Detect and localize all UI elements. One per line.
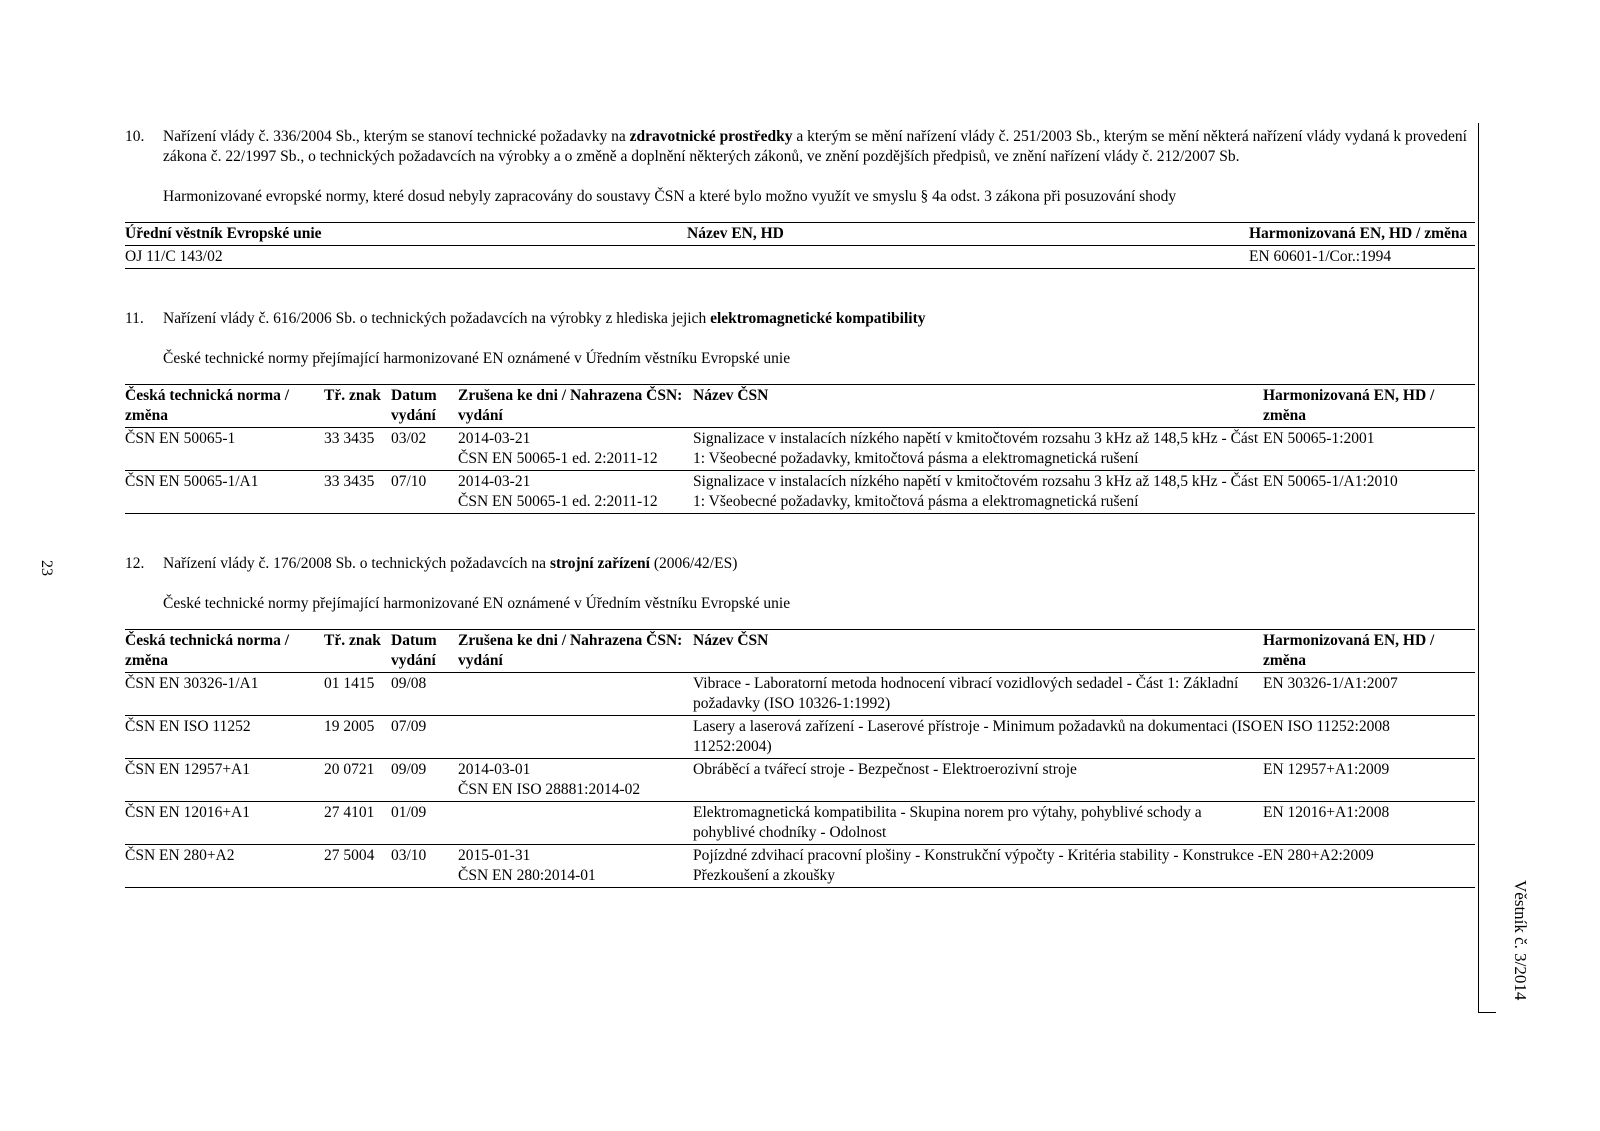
- cell-harmonized: EN 30326-1/A1:2007: [1263, 675, 1398, 692]
- section-number: 11.: [125, 310, 144, 327]
- cell-date: 07/09: [391, 718, 427, 735]
- cell-harmonized: EN 12016+A1:2008: [1263, 804, 1390, 821]
- header-oj: Úřední věstník Evropské unie: [125, 225, 322, 242]
- intro-text-end: (2006/42/ES): [649, 555, 738, 572]
- section-11: [125, 309, 1475, 514]
- cell-date: 09/09: [391, 761, 427, 778]
- cell-title: Signalizace v instalacích nízkého napětí v kmitočtovém rozsahu 3 kHz až 148,5 kHz - Část 1: Všeobecné požadavky, kmitočtová pásma a elektromagnetická rušení: [693, 430, 1259, 467]
- cell-title: Obráběcí a tvářecí stroje - Bezpečnost - Elektroerozivní stroje: [693, 761, 1077, 778]
- cell-title: Vibrace - Laboratorní metoda hodnocení vibrací vozidlových sedadel - Část 1: Základní požadavky (ISO 10326-1:1992): [693, 675, 1239, 712]
- header-withdrawn: Zrušena ke dni / Nahrazena ČSN: vydání: [458, 387, 683, 424]
- cell-standard: ČSN EN 50065-1/A1: [125, 473, 259, 490]
- cell-harmonized: EN 50065-1:2001: [1263, 430, 1375, 447]
- cell-name: [687, 246, 1249, 269]
- header-withdrawn: Zrušena ke dni / Nahrazena ČSN: vydání: [458, 632, 683, 669]
- cell-harmonized: EN 60601-1/Cor.:1994: [1249, 248, 1392, 265]
- cell-date: 07/10: [391, 473, 427, 490]
- cell-withdrawn: [458, 716, 693, 759]
- section-number: 10.: [125, 128, 145, 145]
- cell-standard: ČSN EN 280+A2: [125, 847, 235, 864]
- header-standard: Česká technická norma / změna: [125, 632, 290, 669]
- intro-text: Nařízení vlády č. 616/2006 Sb. o technických požadavcích na výrobky z hlediska jejich: [163, 310, 711, 327]
- cell-title: Pojízdné zdvihací pracovní plošiny - Konstrukční výpočty - Kritéria stability - Konstrukce - Přezkoušení a zkoušky: [693, 847, 1263, 884]
- table-row: [125, 845, 1475, 888]
- cell-class: 27 4101: [324, 804, 375, 821]
- section-10: [125, 127, 1475, 269]
- cell-standard: ČSN EN ISO 11252: [125, 718, 251, 735]
- standards-table-11: [125, 384, 1475, 514]
- table-row: [125, 716, 1475, 759]
- cell-date: 01/09: [391, 804, 427, 821]
- cell-standard: ČSN EN 12016+A1: [125, 804, 250, 821]
- header-date: Datum vydání: [391, 632, 437, 669]
- header-date: Datum vydání: [391, 387, 437, 424]
- section-intro: [163, 309, 1475, 329]
- cell-withdrawn: [458, 673, 693, 716]
- intro-text: Nařízení vlády č. 176/2008 Sb. o technických požadavcích na: [163, 555, 550, 572]
- table-row: [125, 802, 1475, 845]
- cell-withdrawn: 2014-03-21 ČSN EN 50065-1 ed. 2:2011-12: [458, 430, 658, 467]
- journal-title: Věstník č. 3/2014: [1511, 880, 1530, 1001]
- header-harmonized: Harmonizovaná EN, HD / změna: [1263, 387, 1435, 424]
- intro-bold: elektromagnetické kompatibility: [710, 310, 926, 327]
- cell-class: 01 1415: [324, 675, 375, 692]
- table-header-row: [125, 385, 1475, 428]
- cell-title: Elektromagnetická kompatibilita - Skupina norem pro výtahy, pohyblivé schody a pohyblivé chodníky - Odolnost: [693, 804, 1202, 841]
- cell-class: 19 2005: [324, 718, 375, 735]
- intro-text: Nařízení vlády č. 336/2004 Sb., kterým se stanoví technické požadavky na: [163, 128, 630, 145]
- header-title: Název ČSN: [693, 632, 769, 649]
- section-heading: [125, 309, 1475, 329]
- cell-harmonized: EN 12957+A1:2009: [1263, 761, 1390, 778]
- cell-class: 20 0721: [324, 761, 375, 778]
- cell-oj: OJ 11/C 143/02: [125, 248, 223, 265]
- header-class: Tř. znak: [324, 632, 381, 649]
- section-intro: [163, 127, 1475, 167]
- table-row: [125, 471, 1475, 514]
- cell-withdrawn: 2014-03-21 ČSN EN 50065-1 ed. 2:2011-12: [458, 473, 658, 510]
- cell-class: 33 3435: [324, 473, 375, 490]
- table-row: [125, 246, 1475, 269]
- section-number: 12.: [125, 555, 145, 572]
- header-name: Název EN, HD: [687, 225, 784, 242]
- cell-withdrawn: 2014-03-01 ČSN EN ISO 28881:2014-02: [458, 761, 641, 798]
- section-subtitle: České technické normy přejímající harmonizované EN oznámené v Úředním věstníku Evropské unie: [163, 350, 791, 367]
- intro-bold: zdravotnické prostředky: [629, 128, 793, 145]
- cell-title: Lasery a laserová zařízení - Laserové přístroje - Minimum požadavků na dokumentaci (ISO 11252:2004): [693, 718, 1262, 755]
- standards-table-12: [125, 629, 1475, 888]
- table-row: [125, 673, 1475, 716]
- cell-standard: ČSN EN 12957+A1: [125, 761, 250, 778]
- section-subtitle: Harmonizované evropské normy, které dosud nebyly zapracovány do soustavy ČSN a které bylo možno využít ve smyslu § 4a odst. 3 zákona při posuzování shody: [163, 188, 1177, 205]
- header-title: Název ČSN: [693, 387, 769, 404]
- cell-harmonized: EN 280+A2:2009: [1263, 847, 1374, 864]
- cell-title: Signalizace v instalacích nízkého napětí v kmitočtovém rozsahu 3 kHz až 148,5 kHz - Část 1: Všeobecné požadavky, kmitočtová pásma a elektromagnetická rušení: [693, 473, 1259, 510]
- cell-date: 03/02: [391, 430, 427, 447]
- section-subtitle: České technické normy přejímající harmonizované EN oznámené v Úředním věstníku Evropské unie: [163, 595, 791, 612]
- right-margin-rule: [1478, 123, 1479, 1013]
- cell-standard: ČSN EN 50065-1: [125, 430, 236, 447]
- header-standard: Česká technická norma / změna: [125, 387, 290, 424]
- cell-standard: ČSN EN 30326-1/A1: [125, 675, 259, 692]
- intro-bold: strojní zařízení: [549, 555, 650, 572]
- header-harmonized: Harmonizovaná EN, HD / změna: [1249, 225, 1468, 242]
- header-class: Tř. znak: [324, 387, 381, 404]
- right-margin-rule-foot: [1478, 1012, 1496, 1013]
- cell-date: 09/08: [391, 675, 427, 692]
- section-12: [125, 554, 1475, 888]
- cell-date: 03/10: [391, 847, 427, 864]
- section-heading: [125, 554, 1475, 574]
- header-harmonized: Harmonizovaná EN, HD / změna: [1263, 632, 1435, 669]
- cell-withdrawn: 2015-01-31 ČSN EN 280:2014-01: [458, 847, 596, 884]
- section-heading: [125, 127, 1475, 167]
- page-content: [125, 127, 1475, 888]
- cell-harmonized: EN 50065-1/A1:2010: [1263, 473, 1398, 490]
- cell-class: 27 5004: [324, 847, 375, 864]
- table-header-row: [125, 223, 1475, 246]
- intro-text-end: a kterým se mění nařízení vlády č. 251/2003 Sb., kterým se mění některá nařízení vlády vydaná k provedení zákona č. 22/1997 Sb., o technických požadavcích na výrobky a o změně a doplnění některých zákonů, ve znění pozdějších předpisů, ve znění nařízení vlády č. 212/2007 Sb.: [163, 128, 1467, 165]
- cell-withdrawn: [458, 802, 693, 845]
- cell-class: 33 3435: [324, 430, 375, 447]
- page-number: 23: [38, 560, 55, 576]
- standards-table-10: [125, 222, 1475, 269]
- cell-harmonized: EN ISO 11252:2008: [1263, 718, 1390, 735]
- table-row: [125, 759, 1475, 802]
- section-intro: [163, 554, 1475, 574]
- table-header-row: [125, 630, 1475, 673]
- table-row: [125, 428, 1475, 471]
